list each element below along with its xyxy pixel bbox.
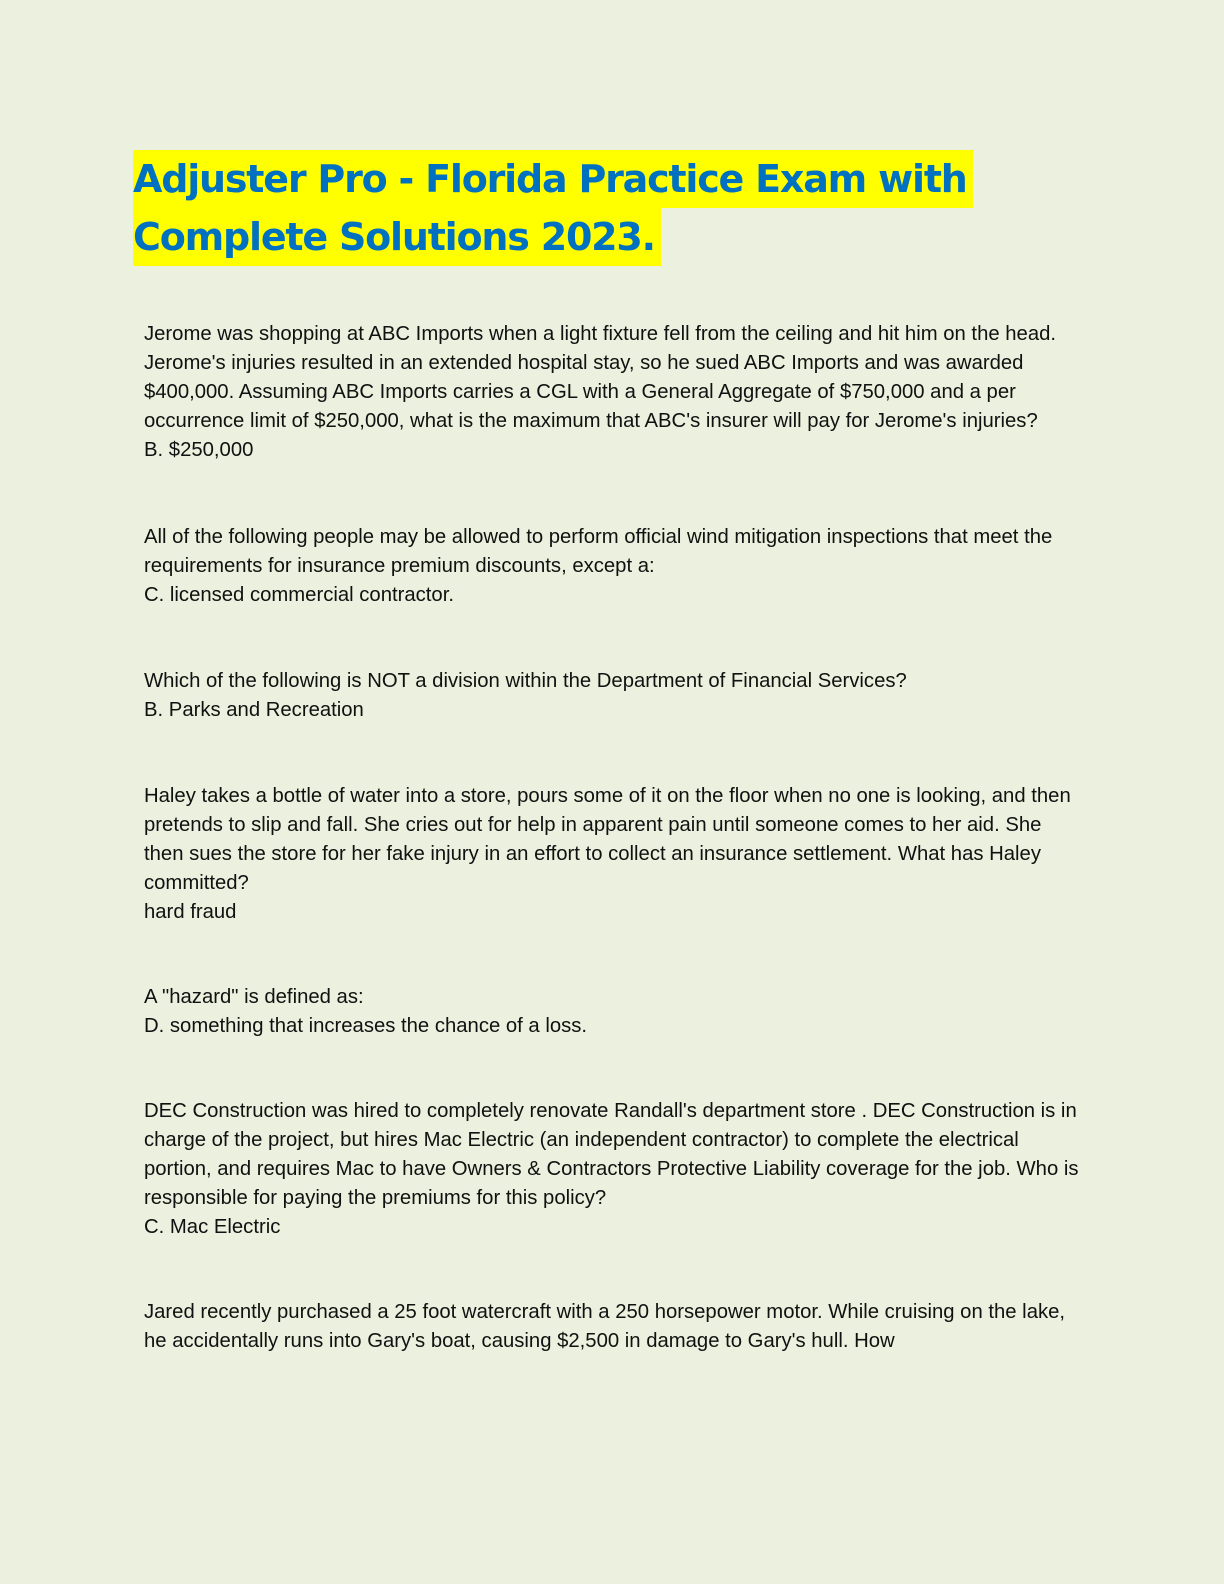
answer-text: D. something that increases the chance of a loss. <box>144 1015 588 1037</box>
question-text: Haley takes a bottle of water into a store, pours some of it on the floor when no one is looking, and then pretends to slip and fall. She cries out for help in apparent pain until someone comes to her aid. She then sues the store for her fake injury in an effort to collect an insurance settlement. What has Haley committed? <box>144 785 1071 894</box>
qa-item-6 <box>144 1097 1084 1242</box>
title-line-1: Adjuster Pro - Florida Practice Exam with <box>133 150 973 208</box>
answer-text: hard fraud <box>144 901 237 923</box>
qa-item-2 <box>144 523 1084 610</box>
qa-item-4 <box>144 782 1084 927</box>
question-text: A "hazard" is defined as: <box>144 986 364 1008</box>
question-text: Jerome was shopping at ABC Imports when a light fixture fell from the ceiling and hit him on the head. Jerome's injuries resulted in an extended hospital stay, so he sued ABC Imports and was awarded $400,000. Assuming ABC Imports carries a CGL with a General Aggregate of $750,000 and a per occurrence limit of $250,000, what is the maximum that ABC's insurer will pay for Jerome's injuries? <box>144 323 1057 432</box>
answer-text: C. Mac Electric <box>144 1216 281 1238</box>
answer-text: C. licensed commercial contractor. <box>144 584 454 606</box>
qa-item-3 <box>144 667 1084 725</box>
question-text: All of the following people may be allowed to perform official wind mitigation inspections that meet the requirements for insurance premium discounts, except a: <box>144 526 1053 577</box>
qa-item-5 <box>144 983 1084 1041</box>
qa-item-1 <box>144 320 1084 465</box>
question-text: Which of the following is NOT a division within the Department of Financial Services? <box>144 670 907 692</box>
title-line-2: Complete Solutions 2023. <box>133 208 661 266</box>
question-text: DEC Construction was hired to completely renovate Randall's department store . DEC Construction is in charge of the project, but hires Mac Electric (an independent contractor) to complete the electrical portion, and requires Mac to have Owners & Contractors Protective Liability coverage for the job. Who is responsible for paying the premiums for this policy? <box>144 1100 1079 1209</box>
answer-text: B. $250,000 <box>144 439 254 461</box>
qa-item-7 <box>144 1298 1084 1356</box>
document-title <box>133 150 967 266</box>
answer-text: B. Parks and Recreation <box>144 699 364 721</box>
question-text: Jared recently purchased a 25 foot watercraft with a 250 horsepower motor. While cruising on the lake, he accidentally runs into Gary's boat, causing $2,500 in damage to Gary's hull. How <box>144 1301 1066 1352</box>
